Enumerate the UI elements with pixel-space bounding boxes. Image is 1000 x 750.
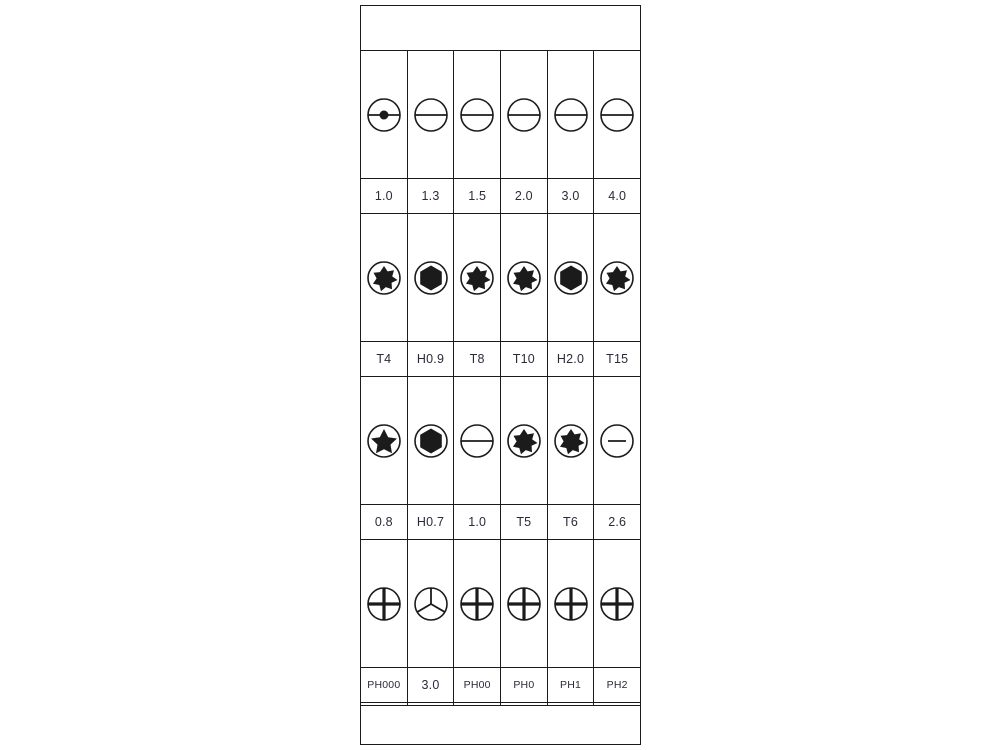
bit-cell-r3c5[interactable] (548, 377, 594, 504)
slotted-bit-icon (457, 421, 497, 461)
slotted-bit-icon (504, 95, 544, 135)
bit-label-r4c1: PH000 (361, 667, 407, 703)
bit-column-2 (408, 51, 455, 705)
bit-cell-r1c1[interactable] (361, 51, 407, 178)
bit-label-r1c5: 3.0 (548, 178, 594, 214)
phillips-bit-icon (551, 584, 591, 624)
slotted-bit-icon (597, 95, 637, 135)
short-slotted-bit-icon (597, 421, 637, 461)
bit-cell-r2c1[interactable] (361, 214, 407, 341)
bit-set-board (360, 5, 641, 745)
bit-column-6 (594, 51, 640, 705)
torx-bit-icon (457, 258, 497, 298)
bit-label-r4c6: PH2 (594, 667, 640, 703)
bit-cell-r1c2[interactable] (408, 51, 454, 178)
bit-cell-r4c2[interactable] (408, 540, 454, 667)
bit-cell-r4c4[interactable] (501, 540, 547, 667)
bit-cell-r3c6[interactable] (594, 377, 640, 504)
phillips-bit-icon (504, 584, 544, 624)
torx-bit-icon (364, 258, 404, 298)
bit-column-3 (454, 51, 501, 705)
tri-wing-bit-icon (411, 584, 451, 624)
bit-label-r4c4: PH0 (501, 667, 547, 703)
pentalobe-bit-icon (364, 421, 404, 461)
bit-label-r1c6: 4.0 (594, 178, 640, 214)
bit-label-r4c5: PH1 (548, 667, 594, 703)
bit-cell-r4c3[interactable] (454, 540, 500, 667)
bit-label-r3c4: T5 (501, 504, 547, 540)
bit-column-1 (361, 51, 408, 705)
bit-label-r1c4: 2.0 (501, 178, 547, 214)
bit-cell-r2c2[interactable] (408, 214, 454, 341)
hex-bit-icon (411, 421, 451, 461)
bit-cell-r3c2[interactable] (408, 377, 454, 504)
bit-cell-r2c5[interactable] (548, 214, 594, 341)
bit-label-r2c4: T10 (501, 341, 547, 377)
torx-bit-icon (551, 421, 591, 461)
bit-label-r3c3: 1.0 (454, 504, 500, 540)
bit-column-5 (548, 51, 595, 705)
torx-bit-icon (504, 421, 544, 461)
bit-label-r2c6: T15 (594, 341, 640, 377)
bit-cell-r4c1[interactable] (361, 540, 407, 667)
phillips-bit-icon (364, 584, 404, 624)
bit-columns (361, 51, 640, 705)
hex-bit-icon (551, 258, 591, 298)
bit-cell-r4c5[interactable] (548, 540, 594, 667)
bit-label-r3c2: H0.7 (408, 504, 454, 540)
bit-column-4 (501, 51, 548, 705)
bit-cell-r3c3[interactable] (454, 377, 500, 504)
slotted-bit-icon (551, 95, 591, 135)
bit-cell-r1c6[interactable] (594, 51, 640, 178)
bit-label-r1c3: 1.5 (454, 178, 500, 214)
bit-label-r4c2: 3.0 (408, 667, 454, 703)
bit-label-r2c3: T8 (454, 341, 500, 377)
bit-label-r1c1: 1.0 (361, 178, 407, 214)
bit-cell-r1c3[interactable] (454, 51, 500, 178)
dot-in-circle-icon (364, 95, 404, 135)
torx-bit-icon (504, 258, 544, 298)
bit-label-r4c3: PH00 (454, 667, 500, 703)
bit-label-r3c1: 0.8 (361, 504, 407, 540)
torx-bit-icon (597, 258, 637, 298)
bit-cell-r4c6[interactable] (594, 540, 640, 667)
bit-cell-r1c4[interactable] (501, 51, 547, 178)
phillips-bit-icon (597, 584, 637, 624)
board-footer-band (361, 705, 640, 744)
bit-cell-r2c6[interactable] (594, 214, 640, 341)
bit-label-r1c2: 1.3 (408, 178, 454, 214)
bit-cell-r1c5[interactable] (548, 51, 594, 178)
bit-cell-r2c4[interactable] (501, 214, 547, 341)
bit-cell-r3c1[interactable] (361, 377, 407, 504)
bit-cell-r2c3[interactable] (454, 214, 500, 341)
bit-label-r2c2: H0.9 (408, 341, 454, 377)
slotted-bit-icon (411, 95, 451, 135)
bit-label-r2c5: H2.0 (548, 341, 594, 377)
phillips-bit-icon (457, 584, 497, 624)
bit-cell-r3c4[interactable] (501, 377, 547, 504)
slotted-bit-icon (457, 95, 497, 135)
hex-bit-icon (411, 258, 451, 298)
bit-label-r3c6: 2.6 (594, 504, 640, 540)
bit-label-r2c1: T4 (361, 341, 407, 377)
board-header-band (361, 6, 640, 51)
bit-label-r3c5: T6 (548, 504, 594, 540)
